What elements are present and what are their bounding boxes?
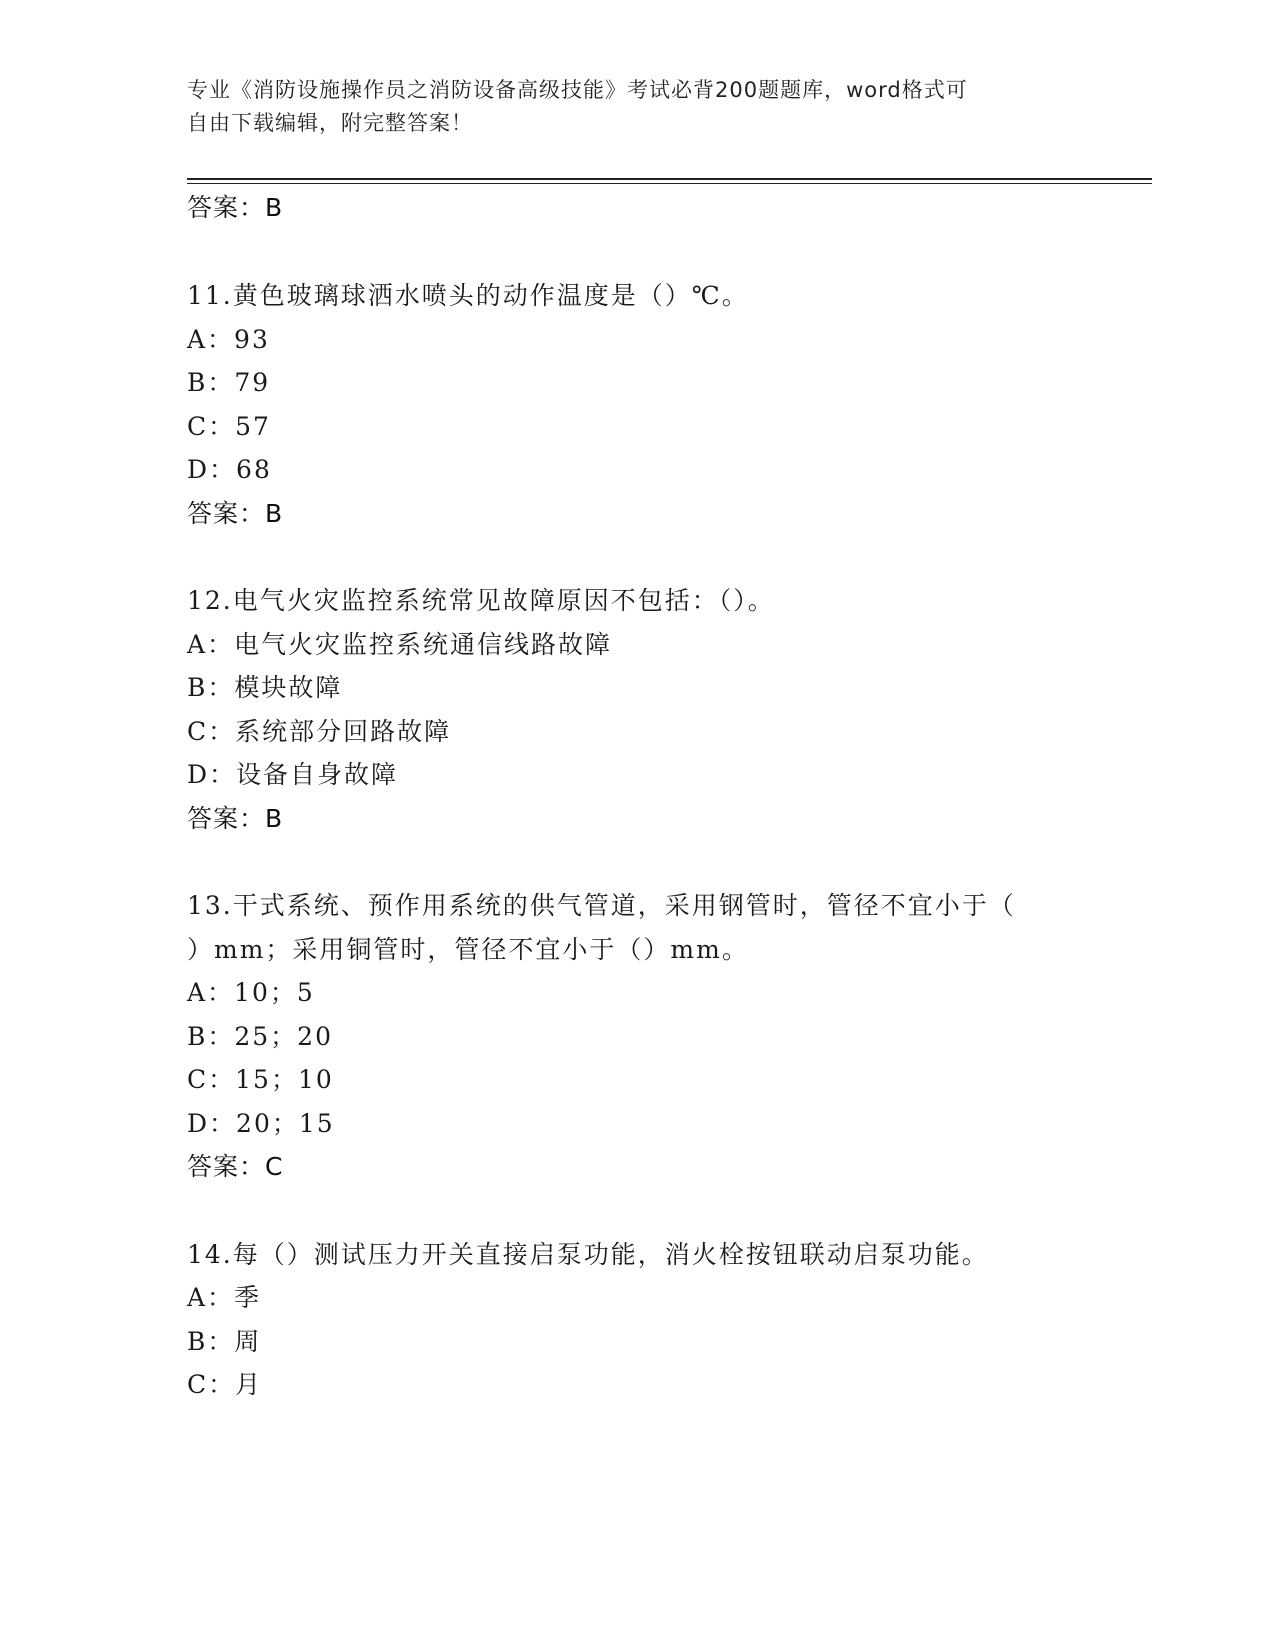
question-12-option-c: C：系统部分回路故障 — [187, 717, 452, 746]
header-divider-thin — [187, 183, 1152, 184]
question-11-stem: 11.黄色玻璃球洒水喷头的动作温度是（）℃。 — [187, 281, 749, 310]
question-13-option-c: C：15；10 — [187, 1065, 334, 1094]
question-12-option-d: D：设备自身故障 — [187, 760, 399, 789]
question-11-option-c: C：57 — [187, 412, 271, 441]
question-13-option-a: A：10；5 — [187, 978, 315, 1007]
question-13-option-d: D：20；15 — [187, 1109, 335, 1138]
question-14-option-a: A：季 — [187, 1283, 262, 1312]
question-11-option-b: B：79 — [187, 368, 271, 397]
document-header — [187, 74, 1067, 140]
header-line-2: 自由下载编辑，附完整答案！ — [187, 111, 473, 135]
question-13-answer: 答案：C — [187, 1152, 284, 1181]
question-13-option-b: B：25；20 — [187, 1022, 333, 1051]
question-13-stem-line-2: ）mm；采用铜管时，管径不宜小于（）mm。 — [187, 935, 749, 964]
question-12-option-a: A：电气火灾监控系统通信线路故障 — [187, 630, 613, 659]
question-14-stem: 14.每（）测试压力开关直接启泵功能，消火栓按钮联动启泵功能。 — [187, 1240, 989, 1269]
previous-answer: 答案：B — [187, 193, 284, 222]
question-14-option-b: B：周 — [187, 1327, 262, 1356]
question-13-stem-line-1: 13.干式系统、预作用系统的供气管道，采用钢管时，管径不宜小于（ — [187, 891, 1016, 920]
question-12-answer: 答案：B — [187, 804, 284, 833]
question-14-option-c: C：月 — [187, 1370, 263, 1399]
question-11-option-a: A：93 — [187, 325, 270, 354]
header-divider-thick — [187, 178, 1152, 180]
question-12-option-b: B：模块故障 — [187, 673, 343, 702]
header-line-1: 专业《消防设施操作员之消防设备高级技能》考试必背200题题库，word格式可 — [187, 78, 968, 102]
question-11-option-d: D：68 — [187, 455, 272, 484]
question-11-answer: 答案：B — [187, 499, 284, 528]
question-12-stem: 12.电气火灾监控系统常见故障原因不包括：（）。 — [187, 586, 775, 615]
